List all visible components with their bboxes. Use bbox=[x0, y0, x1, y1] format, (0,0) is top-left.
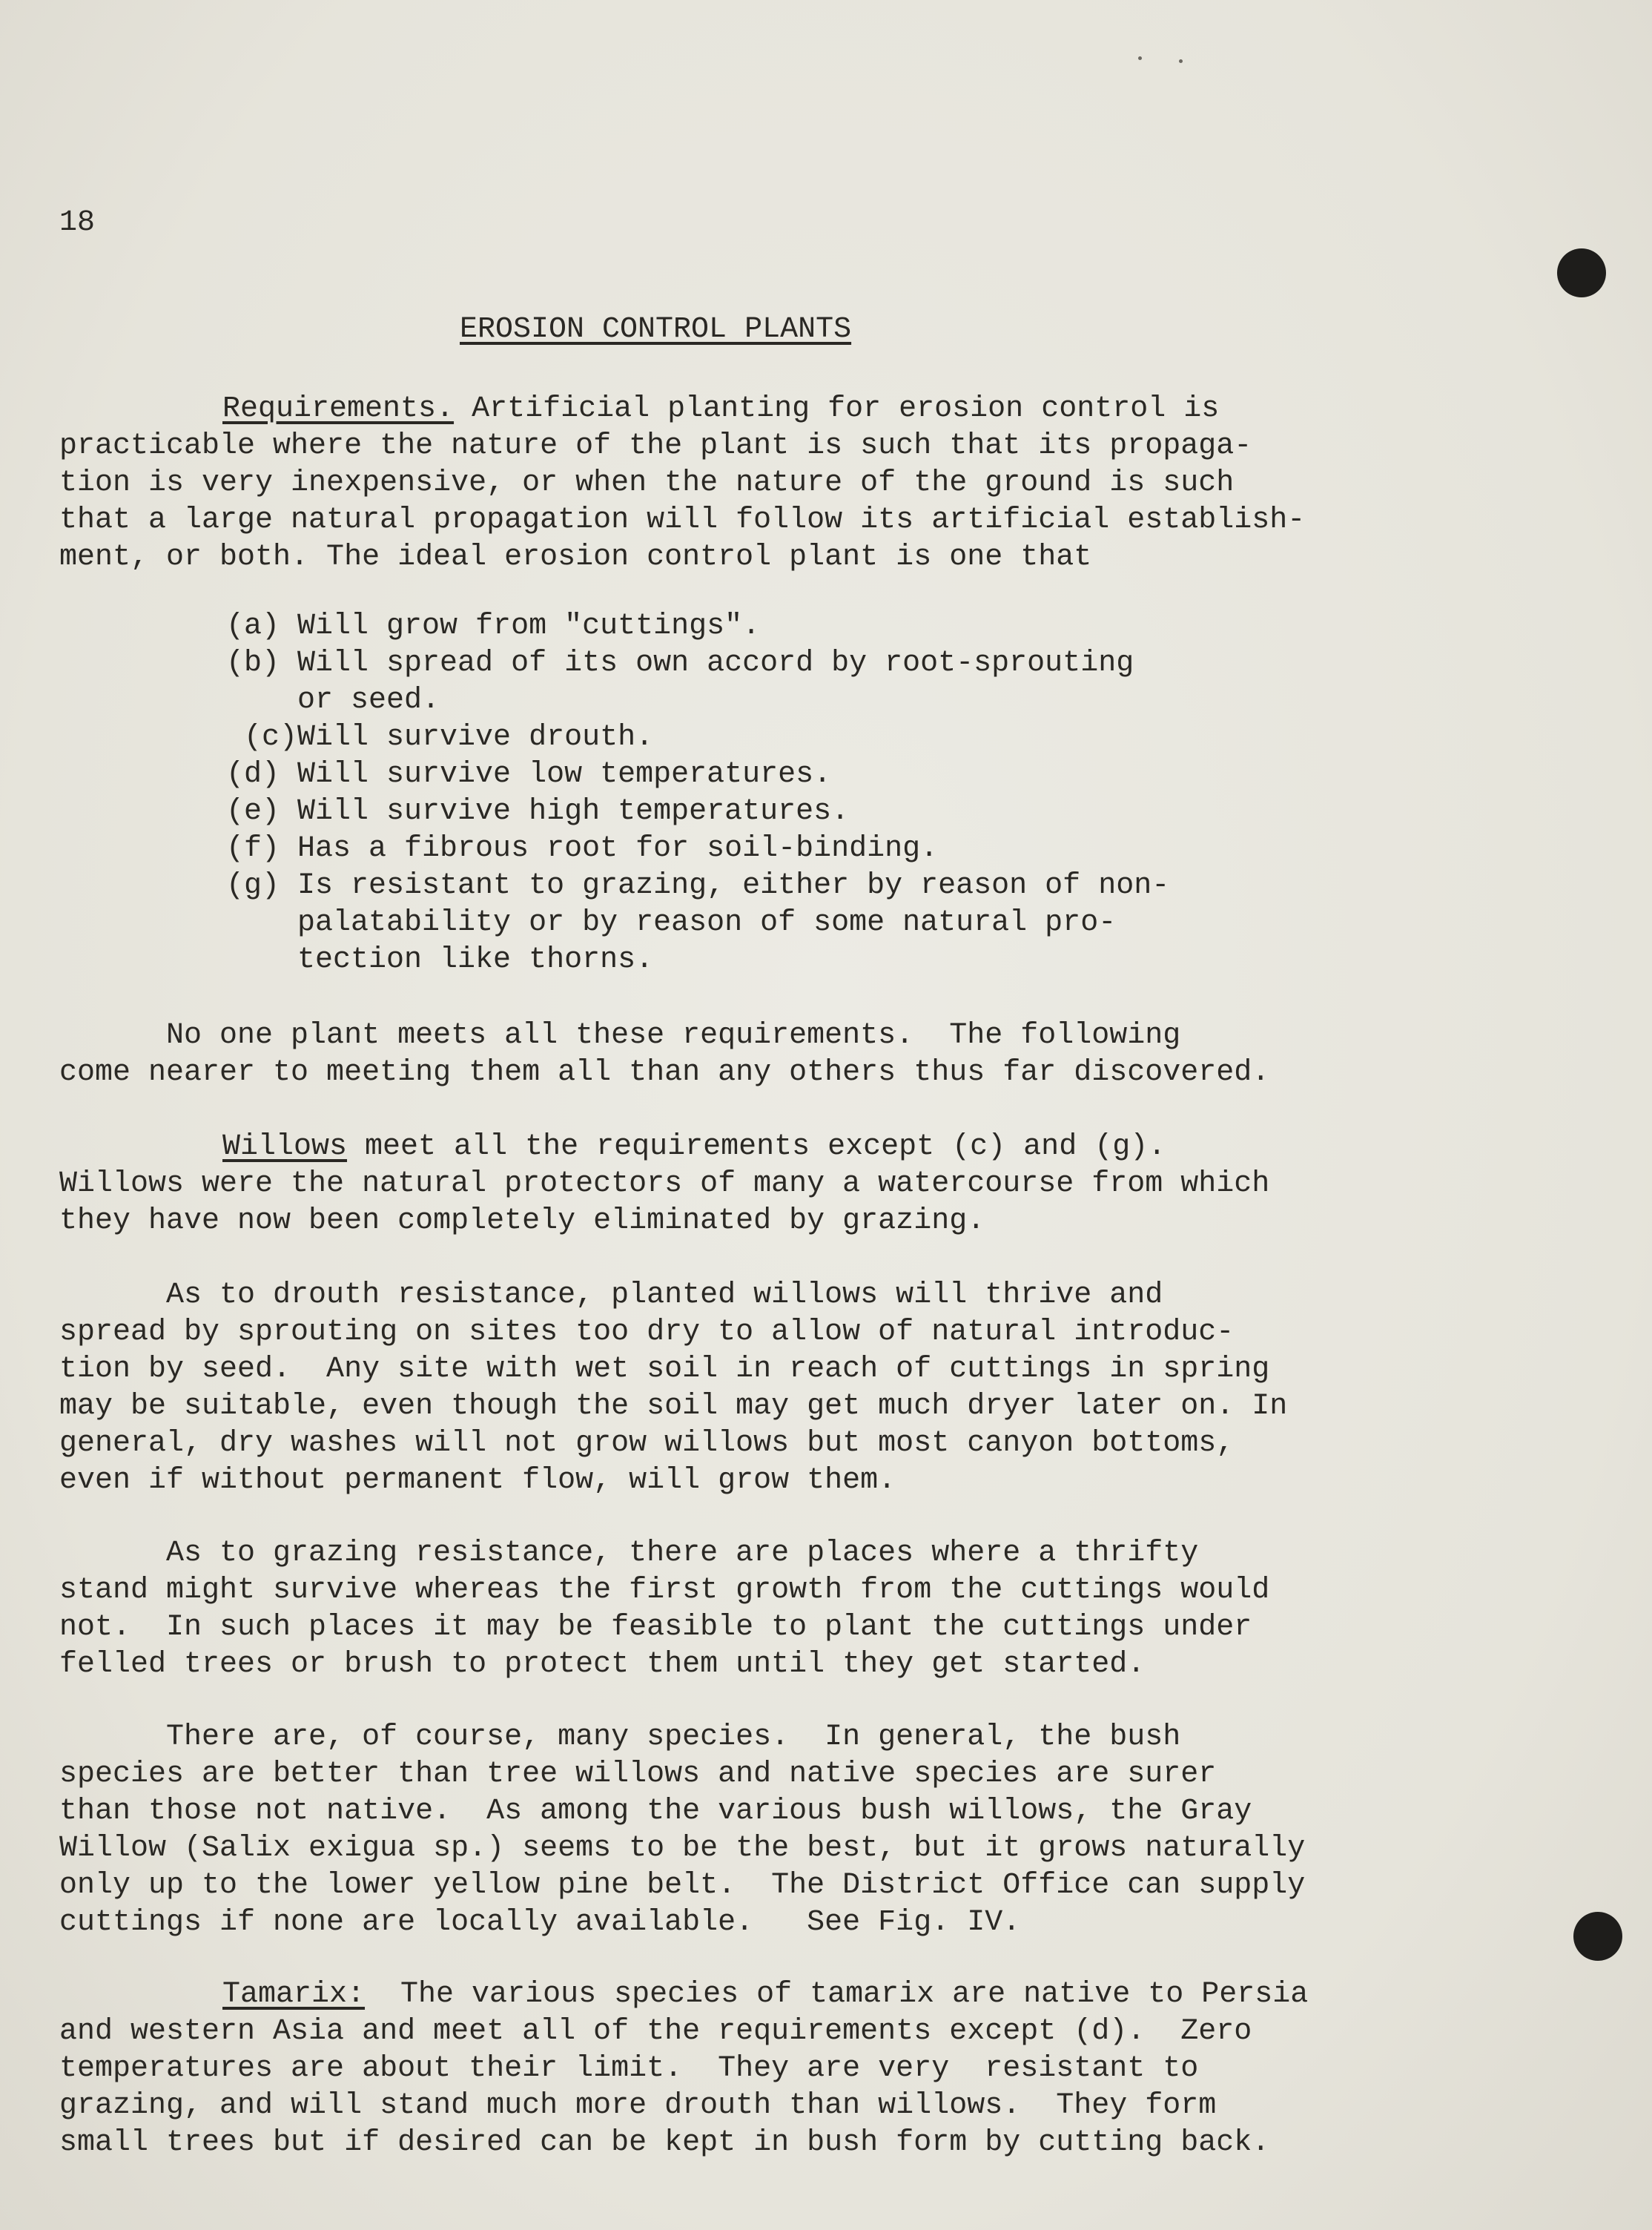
list-item: (d) Will survive low temperatures. bbox=[226, 758, 832, 791]
intro-paragraph bbox=[59, 391, 1305, 576]
tamarix-heading: Tamarix: bbox=[222, 1978, 366, 2011]
page-number: 18 bbox=[59, 206, 96, 240]
list-item: (a) Will grow from "cuttings". bbox=[226, 610, 761, 643]
punch-hole-top bbox=[1557, 248, 1606, 297]
species-paragraph: There are, of course, many species. In general, the bush species are better than tree willows and native species are surer than those not native. As among the various bush willows, the Gray Willow (Salix exigua sp.) seems to be the best, but it grows naturally only up to the lower yellow pine belt. The District Office can supply cuttings if none are locally available. See Fig. IV. bbox=[59, 1721, 1306, 1939]
willows-text: meet all the requirements except (c) and (g). Willows were the natural protectors of many a watercourse from which they have now been completely eliminated by grazing. bbox=[59, 1130, 1270, 1238]
page-title: EROSION CONTROL PLANTS bbox=[460, 313, 852, 346]
list-item: (g) Is resistant to grazing, either by reason of non- palatability or by reason of some natural pro- tection like thorns. bbox=[226, 869, 1170, 977]
intro-line-5: ment, or both. The ideal erosion control plant is one that bbox=[59, 541, 1092, 574]
drouth-paragraph: As to drouth resistance, planted willows will thrive and spread by sprouting on sites too dry to allow of natural introduc- tion by seed. Any site with wet soil in reach of cuttings in spring may be suitable, even though the soil may get much dryer later on. In general, dry washes will not grow willows but most canyon bottoms, even if without permanent flow, will grow them. bbox=[59, 1279, 1288, 1497]
intro-line-2: practicable where the nature of the plant is such that its propaga- bbox=[59, 429, 1252, 463]
requirements-list bbox=[226, 608, 1169, 979]
willows-paragraph bbox=[59, 1129, 1269, 1240]
tamarix-text: The various species of tamarix are native to Persia and western Asia and meet all of the requirements except (d). Zero temperatures are about their limit. They are very resistant to grazing, and will stand much more drouth than willows. They form small trees but if desired can be kept in bush form by cutting back. bbox=[59, 1978, 1309, 2160]
tamarix-paragraph bbox=[59, 1976, 1308, 2162]
requirements-heading: Requirements. bbox=[222, 392, 455, 426]
no-one-plant-paragraph: No one plant meets all these requirements. The following come nearer to meeting them all than any others thus far discovered. bbox=[59, 1019, 1270, 1089]
intro-line-3: tion is very inexpensive, or when the nature of the ground is such bbox=[59, 466, 1235, 500]
list-item: (f) Has a fibrous root for soil-binding. bbox=[226, 832, 939, 865]
list-item: (c)Will survive drouth. bbox=[226, 721, 654, 754]
paper-speck bbox=[1179, 59, 1183, 63]
list-item: (e) Will survive high temperatures. bbox=[226, 795, 850, 828]
intro-line-4: that a large natural propagation will follow its artificial establish- bbox=[59, 504, 1306, 537]
punch-hole-bottom bbox=[1573, 1912, 1622, 1961]
grazing-paragraph: As to grazing resistance, there are places where a thrifty stand might survive whereas the first growth from the cuttings would not. In such places it may be feasible to plant the cuttings under felled trees or brush to protect them until they get started. bbox=[59, 1537, 1270, 1681]
list-item: (b) Will spread of its own accord by root-sprouting or seed. bbox=[226, 647, 1134, 717]
intro-line-1: Artificial planting for erosion control is bbox=[454, 392, 1220, 426]
paper-speck bbox=[1138, 56, 1142, 60]
willows-heading: Willows bbox=[222, 1130, 348, 1164]
